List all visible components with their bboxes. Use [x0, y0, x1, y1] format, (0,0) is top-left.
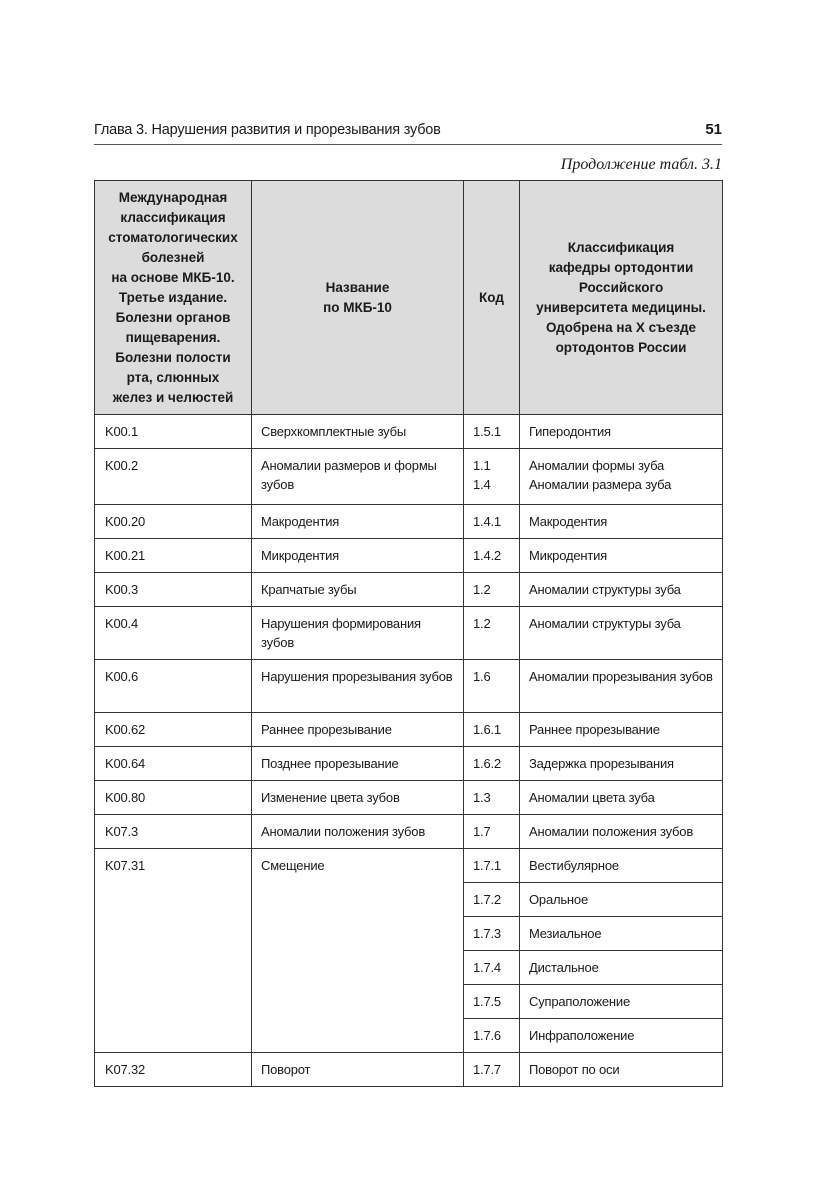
dept-classification: Аномалии цвета зуба: [520, 781, 723, 815]
icd-code: K07.32: [95, 1053, 252, 1087]
icd-code: K00.20: [95, 505, 252, 539]
header-line: на основе МКБ-10.: [111, 269, 235, 285]
dept-classification: Вестибулярное: [520, 849, 723, 883]
table-row: [95, 539, 723, 573]
header-line: ортодонтов России: [555, 339, 687, 355]
dept-code: 1.6.2: [464, 747, 520, 781]
icd-code: K07.31: [95, 849, 252, 1053]
dept-code: 1.3: [464, 781, 520, 815]
header-line: пищеварения.: [125, 329, 221, 345]
table-row: [95, 747, 723, 781]
table-caption: Продолжение табл. 3.1: [560, 156, 722, 173]
icd-code: K00.80: [95, 781, 252, 815]
table-row: [95, 781, 723, 815]
dept-code: [464, 449, 520, 505]
icd-name: Микродентия: [252, 539, 464, 573]
dept-classification: Аномалии структуры зуба: [520, 607, 723, 660]
dept-code: 1.7: [464, 815, 520, 849]
dept-code: 1.7.6: [464, 1019, 520, 1053]
dept-code: 1.7.4: [464, 951, 520, 985]
dept-classification: [520, 449, 723, 505]
dept-classification: Дистальное: [520, 951, 723, 985]
dept-classification: Аномалии положения зубов: [520, 815, 723, 849]
table-row: [95, 573, 723, 607]
header-line: Российского: [578, 279, 664, 295]
icd-code: K00.64: [95, 747, 252, 781]
dept-code: 1.7.5: [464, 985, 520, 1019]
header-line: Болезни полости: [115, 349, 231, 365]
icd-code: K00.3: [95, 573, 252, 607]
dept-classification: Инфраположение: [520, 1019, 723, 1053]
icd-name: Позднее прорезывание: [252, 747, 464, 781]
dept-classification: Супраположение: [520, 985, 723, 1019]
header-department-classification: [520, 181, 723, 415]
dept-classification: Оральное: [520, 883, 723, 917]
dept-classification: Раннее прорезывание: [520, 713, 723, 747]
icd-code: K00.1: [95, 415, 252, 449]
table-row: [95, 505, 723, 539]
icd-name: Нарушения прорезывания зубов: [252, 660, 464, 713]
icd-name: Сверхкомплектные зубы: [252, 415, 464, 449]
dept-code-line: 1.4: [473, 477, 491, 492]
icd-code: K07.3: [95, 815, 252, 849]
header-line: Болезни органов: [115, 309, 231, 325]
icd-name: Крапчатые зубы: [252, 573, 464, 607]
dept-code: 1.7.1: [464, 849, 520, 883]
header-line: университета медицины.: [536, 299, 706, 315]
icd-code: K00.62: [95, 713, 252, 747]
header-line: рта, слюнных: [126, 369, 220, 385]
header-icd-name: [252, 181, 464, 415]
dept-code: 1.6.1: [464, 713, 520, 747]
dept-code: 1.7.7: [464, 1053, 520, 1087]
header-line: желез и челюстей: [112, 389, 234, 405]
table-row: [95, 449, 723, 505]
table-row: [95, 660, 723, 713]
running-header: [94, 120, 722, 145]
dept-classification-line: Аномалии формы зуба: [529, 458, 665, 473]
header-line: классификация: [120, 209, 226, 225]
header-line: Классификация: [567, 239, 675, 255]
icd-name: Аномалии размеров и формы зубов: [252, 449, 464, 505]
header-line: Третье издание.: [118, 289, 228, 305]
dept-code: 1.7.2: [464, 883, 520, 917]
table-row: [95, 607, 723, 660]
dept-classification: Гиперодонтия: [520, 415, 723, 449]
dept-code: 1.2: [464, 607, 520, 660]
icd-name: Поворот: [252, 1053, 464, 1087]
dept-code: 1.2: [464, 573, 520, 607]
dept-code: 1.6: [464, 660, 520, 713]
dept-code: 1.5.1: [464, 415, 520, 449]
header-line: кафедры ортодонтии: [548, 259, 694, 275]
dept-classification: Задержка прорезывания: [520, 747, 723, 781]
classification-table: [94, 180, 723, 1087]
icd-name: Смещение: [252, 849, 464, 1053]
icd-name: Аномалии положения зубов: [252, 815, 464, 849]
header-line: Название: [325, 279, 390, 295]
table-row: [95, 415, 723, 449]
icd-name: Нарушения формирования зубов: [252, 607, 464, 660]
icd-code: K00.21: [95, 539, 252, 573]
table-row: [95, 815, 723, 849]
header-code: Код: [464, 181, 520, 415]
icd-code: K00.6: [95, 660, 252, 713]
chapter-title: Глава 3. Нарушения развития и прорезывания зубов: [94, 122, 441, 138]
header-line: Одобрена на X съезде: [545, 319, 697, 335]
header-icd-classification: [95, 181, 252, 415]
page-number: 51: [705, 121, 722, 138]
table-row: [95, 849, 723, 883]
icd-name: Раннее прорезывание: [252, 713, 464, 747]
icd-code: K00.2: [95, 449, 252, 505]
table-row: [95, 713, 723, 747]
dept-classification: Поворот по оси: [520, 1053, 723, 1087]
dept-classification: Мезиальное: [520, 917, 723, 951]
icd-code: K00.4: [95, 607, 252, 660]
dept-classification: Микродентия: [520, 539, 723, 573]
icd-name: Макродентия: [252, 505, 464, 539]
dept-classification-line: Аномалии размера зуба: [529, 477, 672, 492]
header-line: болезней: [141, 249, 205, 265]
dept-code: 1.7.3: [464, 917, 520, 951]
dept-code-line: 1.1: [473, 458, 491, 473]
dept-classification: Аномалии структуры зуба: [520, 573, 723, 607]
dept-code: 1.4.2: [464, 539, 520, 573]
dept-classification: Аномалии прорезывания зубов: [520, 660, 723, 713]
dept-classification: Макродентия: [520, 505, 723, 539]
header-line: Международная: [118, 189, 228, 205]
icd-name: Изменение цвета зубов: [252, 781, 464, 815]
table-row: [95, 1053, 723, 1087]
header-line: стоматологических: [108, 229, 238, 245]
header-line: по МКБ-10: [323, 299, 392, 315]
dept-code: 1.4.1: [464, 505, 520, 539]
table-header-row: [95, 181, 723, 415]
